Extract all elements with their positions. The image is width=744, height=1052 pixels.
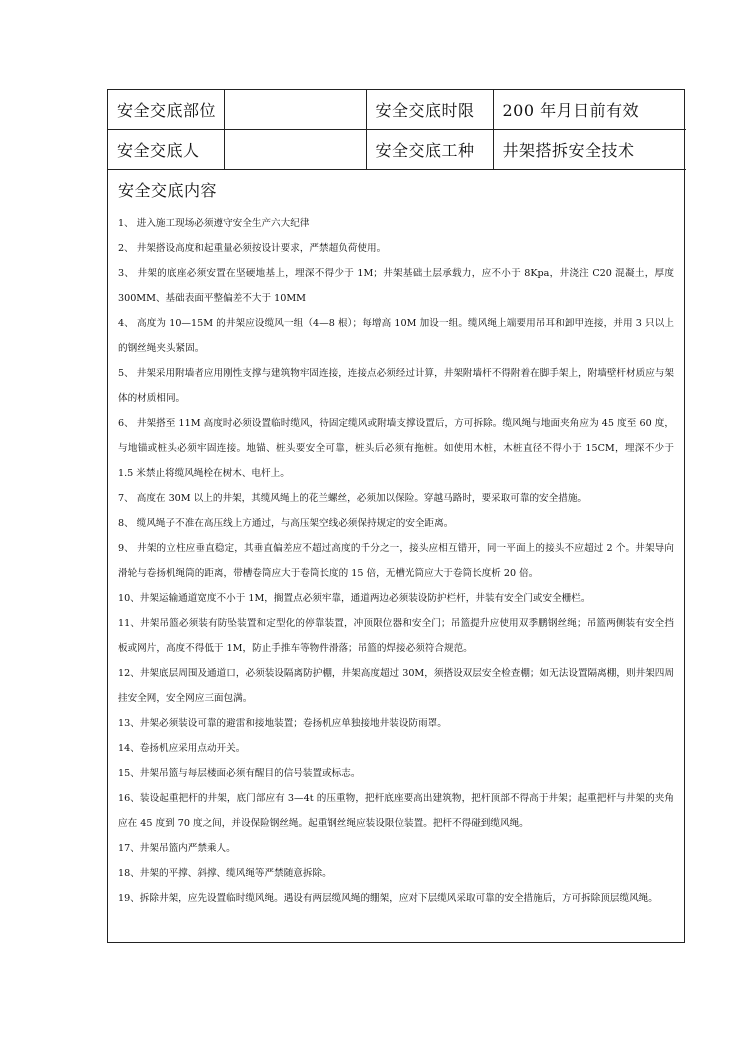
content-item: 16、装设起重把杆的井架，底门部应有 3—4t 的压重物，把杆底座要高出建筑物，把杆顶部不得高于井架；起重把杆与井架的夹角应在 45 度到 70 度之间，并设保险钢丝绳。起重钢丝绳应装设限位装置。把杆不得碰到缆风绳。: [118, 793, 674, 829]
content-item: 9、 井架的立柱应垂直稳定，其垂直偏差应不超过高度的千分之一，接头应相互错开，同一平面上的接头不应超过 2 个。井架导向滑轮与卷扬机绳筒的距离，带槽卷筒应大于卷筒长度的 15 倍，无槽光筒应大于卷筒长度析 20 倍。: [118, 543, 674, 579]
briefing-person-value: [224, 130, 366, 170]
safety-briefing-form: [107, 89, 685, 943]
content-item: 7、 高度在 30M 以上的井架，其缆风绳上的花兰螺丝，必须加以保险。穿越马路时，要采取可靠的安全措施。: [118, 493, 588, 504]
content-item: 14、卷扬机应采用点动开关。: [118, 743, 246, 754]
content-item: 17、井架吊篮内严禁乘人。: [118, 843, 236, 854]
briefing-time-limit-value: 200 年月日前有效: [493, 90, 686, 130]
header-row-2: [108, 130, 686, 170]
briefing-content: [108, 170, 684, 911]
content-item: 11、井架吊篮必须装有防坠装置和定型化的停靠装置，冲顶限位器和安全门；吊篮提升应使用双季鹏钢丝绳；吊篮两侧装有安全挡板或网片，高度不得低于 1M，防止手推车等物件滑落；吊篮的焊接必须符合规范。: [118, 618, 674, 654]
content-item: 15、井架吊篮与每层楼面必须有醒目的信号装置或标志。: [118, 768, 361, 779]
briefing-person-label: 安全交底人: [108, 130, 224, 170]
briefing-time-limit-label: 安全交底时限: [366, 90, 493, 130]
content-item: 8、 缆风绳子不准在高压线上方通过，与高压架空线必须保持规定的安全距离。: [118, 518, 454, 529]
content-item: 3、 井架的底座必须安置在坚硬地基上，埋深不得少于 1M；井架基础土层承载力，应不小于 8Kpa，井浇注 C20 混凝土，厚度 300MM、基础表面平整偏差不大于 10MM: [118, 268, 674, 304]
content-item: 5、 井架采用附墙者应用刚性支撑与建筑物牢固连接，连接点必须经过计算，井架附墙杆不得附着在脚手架上，附墙壁杆材质应与架体的材质相同。: [118, 368, 674, 404]
briefing-work-type-value: 井架搭拆安全技术: [493, 130, 686, 170]
content-item: 10、井架运输通道宽度不小于 1M，搁置点必须牢靠，通道两边必须装设防护栏杆，井装有安全门或安全栅栏。: [118, 593, 591, 604]
header-table: [108, 90, 686, 170]
briefing-work-type-label: 安全交底工种: [366, 130, 493, 170]
content-items: [118, 211, 674, 911]
content-item: 2、 井架搭设高度和起重量必须按设计要求，严禁超负荷使用。: [118, 243, 387, 254]
content-item: 4、 高度为 10—15M 的井架应设缆风一组（4—8 根）；每增高 10M 加设一组。缆风绳上端要用吊耳和卸甲连接，并用 3 只以上的钢丝绳夹头紧固。: [118, 318, 674, 354]
content-item: 12、井架底层周围及通道口，必须装设隔离防护棚，井架高度超过 30M，须搭设双层安全检查棚；如无法设置隔离棚，则井架四周挂安全网，安全网应三面包满。: [118, 668, 674, 704]
content-item: 6、 井架搭至 11M 高度时必须设置临时缆风，待固定缆风或附墙支撑设置后，方可拆除。缆风绳与地面夹角应为 45 度至 60 度，与地锚或桩头必须牢固连接。地锚、桩头要安全可靠，桩头后必须有拖桩。如使用木桩，木桩直径不得小于 15CM，埋深不少于 1.5 米禁止将缆风绳栓在树木、电杆上。: [118, 418, 674, 479]
content-item: 19、拆除井架，应先设置临时缆风绳。遇设有两层缆风绳的绷架，应对下层缆风采取可靠的安全措施后，方可拆除顶层缆风绳。: [118, 893, 658, 904]
content-item: 13、井架必须装设可靠的避雷和接地装置；卷扬机应单独接地井装设防雨罩。: [118, 718, 447, 729]
briefing-location-value: [224, 90, 366, 130]
content-title: 安全交底内容: [118, 181, 218, 200]
content-item: 1、 进入施工现场必须遵守安全生产六大纪律: [118, 218, 310, 229]
content-item: 18、井架的平撑、斜撑、缆风绳等严禁随意拆除。: [118, 868, 332, 879]
briefing-location-label: 安全交底部位: [108, 90, 224, 130]
header-row-1: [108, 90, 686, 130]
